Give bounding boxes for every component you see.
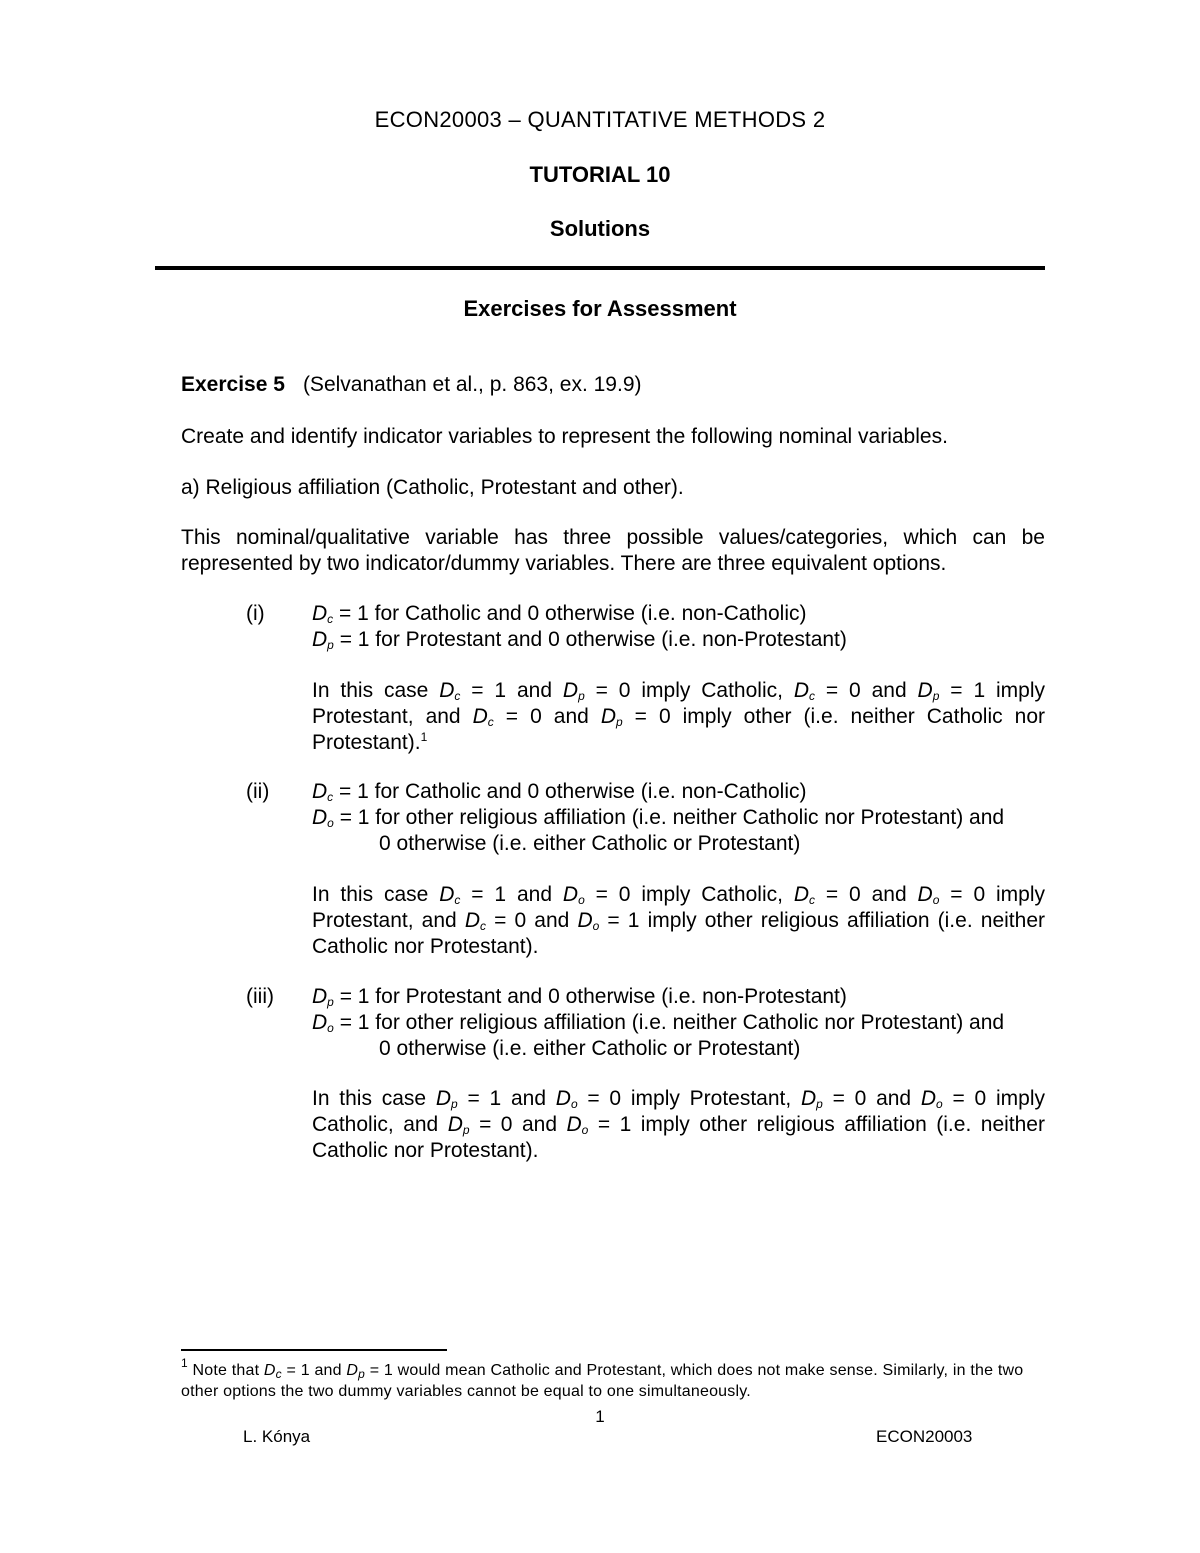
exercise-instruction: Create and identify indicator variables to represent the following nominal variables. xyxy=(181,425,948,448)
exercise-heading xyxy=(181,373,642,397)
option-i-explanation: In this case $D_c = 1$ and $D_p = 0$ imply Catholic, $D_c = 0$ and $D_p = 1$ imply Protestant, and $D_c = 0$ and $D_p = 0$ imply other (i.e. neither Catholic nor Protestant).$^1$ xyxy=(312,679,1046,754)
option-label-i: (i) xyxy=(246,602,265,625)
option-iii-line-1: $D_p = 1$ for Protestant and 0 otherwise (i.e. non-Protestant) xyxy=(312,985,847,1009)
option-label-iii: (iii) xyxy=(246,985,274,1008)
option-ii-line-1: $D_c = 1$ for Catholic and 0 otherwise (i.e. non-Catholic) xyxy=(312,780,807,804)
tutorial-title: TUTORIAL 10 xyxy=(529,162,671,187)
intro-paragraph: This nominal/qualitative variable has three possible values/categories, which can be represented by two indicator/dummy variables. There are three equivalent options. xyxy=(181,526,1045,575)
footnote: $^1$ Note that $D_c = 1$ and $D_p = 1$ would mean Catholic and Protestant, which does not make sense. Similarly, in the two other options the two dummy variables cannot be equal to one simultaneously. xyxy=(181,1356,1024,1400)
option-i-line-1: $D_c = 1$ for Catholic and 0 otherwise (i.e. non-Catholic) xyxy=(312,602,807,626)
course-title: ECON20003 – QUANTITATIVE METHODS 2 xyxy=(374,107,826,132)
section-title: Exercises for Assessment xyxy=(463,296,737,321)
option-iii-line-2: $D_o = 1$ for other religious affiliation (i.e. neither Catholic nor Protestant) and xyxy=(312,1011,1005,1035)
option-iii-line-3: 0 otherwise (i.e. either Catholic or Protestant) xyxy=(379,1037,801,1060)
option-i-definitions xyxy=(312,601,1045,653)
option-ii-definitions xyxy=(312,779,1045,857)
option-label-ii: (ii) xyxy=(246,780,270,803)
footnote-separator xyxy=(181,1349,447,1351)
option-ii-line-3: 0 otherwise (i.e. either Catholic or Protestant) xyxy=(379,832,801,855)
exercise-source: (Selvanathan et al., p. 863, ex. 19.9) xyxy=(302,373,642,396)
exercise-part-a: a) Religious affiliation (Catholic, Protestant and other). xyxy=(181,476,684,499)
header-rule xyxy=(155,266,1045,270)
footer-author: L. Kónya xyxy=(243,1427,311,1446)
option-ii-line-2: $D_o = 1$ for other religious affiliation (i.e. neither Catholic nor Protestant) and xyxy=(312,806,1005,830)
exercise-label: Exercise 5 xyxy=(181,373,285,396)
document-subtitle: Solutions xyxy=(549,216,651,241)
footer-course-code: ECON20003 xyxy=(876,1427,973,1446)
option-ii-explanation: In this case $D_c = 1$ and $D_o = 0$ imply Catholic, $D_c = 0$ and $D_o = 0$ imply Protestant, and $D_c = 0$ and $D_o = 1$ imply other religious affiliation (i.e. neither Catholic nor Protestant). xyxy=(312,883,1046,958)
option-iii-definitions xyxy=(312,984,1045,1062)
page-number: 1 xyxy=(595,1407,605,1426)
option-iii-explanation: In this case $D_p = 1$ and $D_o = 0$ imply Protestant, $D_p = 0$ and $D_o = 0$ imply Catholic, and $D_p = 0$ and $D_o = 1$ imply other religious affiliation (i.e. neither Catholic nor Protestant). xyxy=(312,1087,1045,1162)
option-i-line-2: $D_p = 1$ for Protestant and 0 otherwise (i.e. non-Protestant) xyxy=(312,628,847,652)
